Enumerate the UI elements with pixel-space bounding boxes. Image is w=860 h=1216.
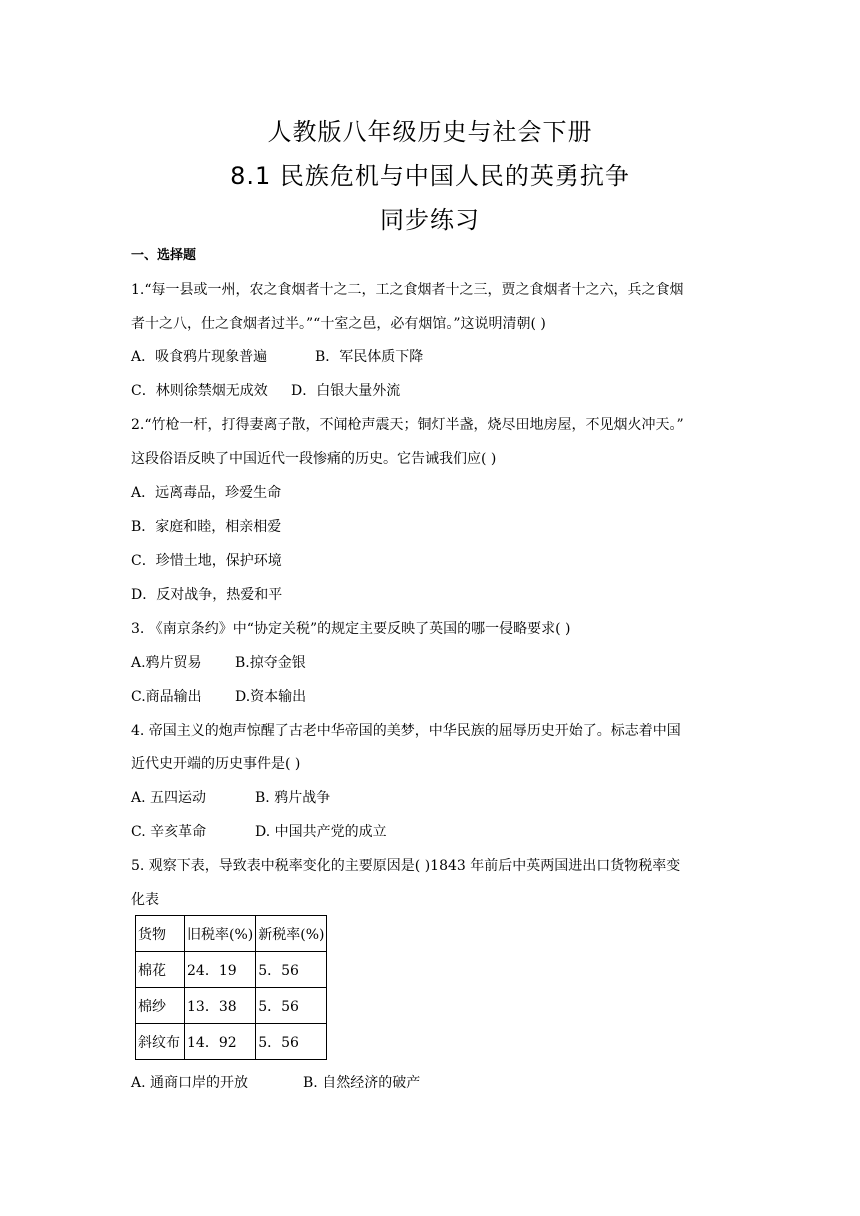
tax-rate-table bbox=[135, 915, 327, 1060]
q4-stem-line1: 4. 帝国主义的炮声惊醒了古老中华帝国的美梦，中华民族的屈辱历史开始了。标志着中国 bbox=[131, 723, 681, 739]
q3-option-b: B.掠夺金银 bbox=[235, 655, 306, 671]
table-cell: 5．56 bbox=[256, 952, 327, 988]
q5-option-b: B. 自然经济的破产 bbox=[303, 1075, 421, 1091]
table-cell: 24．19 bbox=[185, 952, 256, 988]
q3-options-row1 bbox=[131, 653, 306, 673]
q2-stem-line2: 这段俗语反映了中国近代一段惨痛的历史。它告诫我们应( ) bbox=[131, 451, 497, 467]
table-cell: 14．92 bbox=[185, 1024, 256, 1060]
table-cell: 5．56 bbox=[256, 1024, 327, 1060]
section-heading: 一、选择题 bbox=[131, 248, 197, 263]
q1-options-row1 bbox=[131, 347, 423, 367]
q4-option-c: C. 辛亥革命 bbox=[131, 824, 207, 840]
q2-option-d: D．反对战争，热爱和平 bbox=[131, 587, 283, 603]
q3-option-d: D.资本输出 bbox=[235, 689, 307, 705]
q1-stem-line2: 者十之八，仕之食烟者过半。”“十室之邑，必有烟馆。”这说明清朝( ) bbox=[131, 316, 546, 332]
q5-option-a: A. 通商口岸的开放 bbox=[131, 1075, 249, 1091]
table-header-cell: 新税率(%) bbox=[256, 916, 327, 952]
q1-option-c: C．林则徐禁烟无成效 bbox=[131, 383, 268, 399]
doc-subtitle-2: 同步练习 bbox=[380, 206, 480, 234]
q4-stem-line2: 近代史开端的历史事件是( ) bbox=[131, 756, 301, 772]
q5-stem-line2: 化表 bbox=[131, 892, 159, 908]
doc-subtitle: 8.1 民族危机与中国人民的英勇抗争 bbox=[230, 162, 630, 190]
table-header-row bbox=[136, 916, 327, 952]
q5-stem-line1: 5. 观察下表，导致表中税率变化的主要原因是( )1843 年前后中英两国进出口货物税率变 bbox=[131, 858, 681, 874]
q5-options-row1 bbox=[131, 1073, 420, 1093]
table-cell: 斜纹布 bbox=[136, 1024, 185, 1060]
table-cell: 5．56 bbox=[256, 988, 327, 1024]
table-header-cell: 货物 bbox=[136, 916, 185, 952]
table-cell: 13．38 bbox=[185, 988, 256, 1024]
q3-options-row2 bbox=[131, 687, 306, 707]
q3-option-a: A.鸦片贸易 bbox=[131, 655, 202, 671]
table-row bbox=[136, 1024, 327, 1060]
table-header-cell: 旧税率(%) bbox=[185, 916, 256, 952]
table-cell: 棉纱 bbox=[136, 988, 185, 1024]
q4-option-d: D. 中国共产党的成立 bbox=[255, 824, 387, 840]
q1-option-a: A．吸食鸦片现象普遍 bbox=[131, 349, 268, 365]
q1-stem-line1: 1.“每一县或一州，农之食烟者十之二，工之食烟者十之三，贾之食烟者十之六，兵之食烟 bbox=[131, 282, 684, 298]
table-cell: 棉花 bbox=[136, 952, 185, 988]
q3-option-c: C.商品输出 bbox=[131, 689, 202, 705]
q4-options-row1 bbox=[131, 788, 330, 808]
q2-option-a: A．远离毒品，珍爱生命 bbox=[131, 485, 282, 501]
q2-option-c: C．珍惜土地，保护环境 bbox=[131, 553, 282, 569]
q4-option-b: B. 鸦片战争 bbox=[255, 790, 331, 806]
q1-options-row2 bbox=[131, 381, 400, 401]
q1-option-b: B．军民体质下降 bbox=[315, 349, 424, 365]
doc-title: 人教版八年级历史与社会下册 bbox=[267, 118, 593, 146]
q1-option-d: D．白银大量外流 bbox=[291, 383, 401, 399]
q2-option-b: B．家庭和睦，相亲相爱 bbox=[131, 519, 282, 535]
q2-stem-line1: 2.“竹枪一杆，打得妻离子散，不闻枪声震天；铜灯半盏，烧尽田地房屋，不见烟火冲天。” bbox=[131, 417, 684, 433]
table-row bbox=[136, 952, 327, 988]
q4-option-a: A. 五四运动 bbox=[131, 790, 207, 806]
q4-options-row2 bbox=[131, 822, 387, 842]
table-row bbox=[136, 988, 327, 1024]
q3-stem: 3. 《南京条约》中“协定关税”的规定主要反映了英国的哪一侵略要求( ) bbox=[131, 621, 571, 637]
